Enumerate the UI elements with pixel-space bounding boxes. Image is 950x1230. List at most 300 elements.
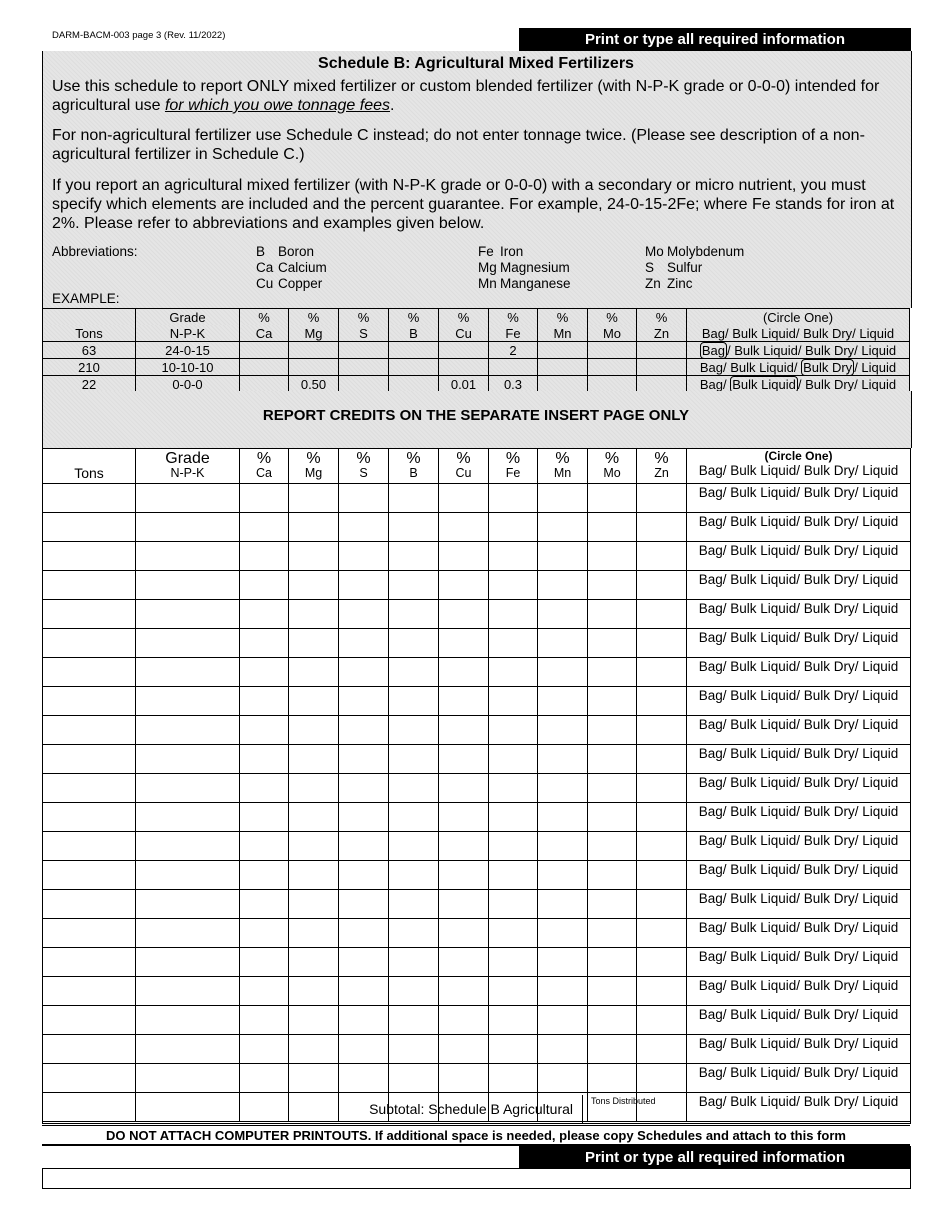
tons-distributed-label: Tons Distributed — [591, 1096, 656, 1106]
tons-input[interactable] — [43, 484, 136, 513]
grade-value: 0-0-0 — [136, 376, 240, 393]
entry-row — [43, 571, 911, 600]
percent-input[interactable] — [240, 658, 289, 687]
percent-input[interactable] — [240, 571, 289, 600]
percent-value — [339, 376, 389, 393]
percent-input[interactable] — [389, 687, 439, 716]
percent-input[interactable] — [240, 890, 289, 919]
grade-input[interactable] — [136, 745, 240, 774]
percent-input[interactable] — [588, 1064, 637, 1093]
element-header: Mg — [289, 325, 339, 342]
percent-input[interactable] — [637, 658, 687, 687]
percent-input[interactable] — [339, 513, 389, 542]
container-type-select[interactable]: Bag/ Bulk Liquid/ Bulk Dry/ Liquid — [687, 687, 911, 716]
percent-input[interactable] — [637, 1064, 687, 1093]
percent-input[interactable] — [389, 629, 439, 658]
container-type-select[interactable]: Bag/ Bulk Liquid/ Bulk Dry/ Liquid — [687, 1093, 911, 1122]
percent-input[interactable] — [637, 919, 687, 948]
percent-input[interactable] — [289, 745, 339, 774]
percent-input[interactable] — [538, 1035, 588, 1064]
percent-input[interactable] — [538, 600, 588, 629]
percent-input[interactable] — [339, 716, 389, 745]
percent-input[interactable] — [637, 484, 687, 513]
percent-input[interactable] — [637, 948, 687, 977]
percent-input[interactable] — [339, 542, 389, 571]
percent-input[interactable] — [588, 832, 637, 861]
percent-input[interactable] — [439, 919, 489, 948]
percent-input[interactable] — [240, 832, 289, 861]
percent-input[interactable] — [289, 1006, 339, 1035]
percent-input[interactable] — [389, 600, 439, 629]
percent-input[interactable] — [389, 716, 439, 745]
percent-input[interactable] — [289, 948, 339, 977]
percent-input[interactable] — [240, 687, 289, 716]
percent-input[interactable] — [439, 571, 489, 600]
percent-input[interactable] — [637, 1006, 687, 1035]
grade-input[interactable] — [136, 861, 240, 890]
percent-input[interactable] — [637, 745, 687, 774]
grade-input[interactable] — [136, 658, 240, 687]
percent-input[interactable] — [538, 484, 588, 513]
percent-value — [588, 376, 637, 393]
percent-input[interactable] — [439, 774, 489, 803]
container-type-select[interactable]: Bag/ Bulk Liquid/ Bulk Dry/ Liquid — [687, 1064, 911, 1093]
percent-input[interactable] — [339, 774, 389, 803]
percent-input[interactable] — [289, 977, 339, 1006]
grade-input[interactable] — [136, 542, 240, 571]
tons-input[interactable] — [43, 600, 136, 629]
tons-input[interactable] — [43, 919, 136, 948]
percent-input[interactable] — [489, 890, 538, 919]
percent-input[interactable] — [439, 513, 489, 542]
percent-input[interactable] — [588, 513, 637, 542]
container-type-select[interactable]: Bag/ Bulk Liquid/ Bulk Dry/ Liquid — [687, 1035, 911, 1064]
percent-input[interactable] — [489, 861, 538, 890]
percent-input[interactable] — [637, 774, 687, 803]
percent-input[interactable] — [339, 861, 389, 890]
grade-input[interactable] — [136, 571, 240, 600]
percent-input[interactable] — [339, 571, 389, 600]
percent-input[interactable] — [389, 832, 439, 861]
container-type-select[interactable]: Bag/ Bulk Liquid/ Bulk Dry/ Liquid — [687, 513, 911, 542]
percent-input[interactable] — [339, 803, 389, 832]
percent-input[interactable] — [489, 1006, 538, 1035]
percent-input[interactable] — [339, 977, 389, 1006]
tons-header: Tons — [43, 325, 136, 342]
percent-input[interactable] — [289, 629, 339, 658]
percent-input[interactable] — [240, 629, 289, 658]
percent-input[interactable] — [637, 832, 687, 861]
percent-input[interactable] — [439, 1064, 489, 1093]
percent-input[interactable] — [538, 890, 588, 919]
entry-row — [43, 513, 911, 542]
grade-input[interactable] — [136, 774, 240, 803]
percent-input[interactable] — [289, 861, 339, 890]
percent-input[interactable] — [339, 658, 389, 687]
percent-input[interactable] — [289, 687, 339, 716]
percent-input[interactable] — [489, 542, 538, 571]
percent-input[interactable] — [289, 1064, 339, 1093]
percent-input[interactable] — [339, 629, 389, 658]
percent-input[interactable] — [439, 542, 489, 571]
percent-input[interactable] — [588, 658, 637, 687]
grade-input[interactable] — [136, 1064, 240, 1093]
percent-input[interactable] — [489, 948, 538, 977]
container-type-select[interactable]: Bag/ Bulk Liquid/ Bulk Dry/ Liquid — [687, 484, 911, 513]
entry-row — [43, 1006, 911, 1035]
percent-input[interactable] — [489, 803, 538, 832]
percent-input[interactable] — [339, 890, 389, 919]
percent-input[interactable] — [289, 542, 339, 571]
percent-input[interactable] — [289, 890, 339, 919]
grade-input[interactable] — [136, 948, 240, 977]
percent-input[interactable] — [489, 629, 538, 658]
percent-input[interactable] — [389, 774, 439, 803]
element-header: Zn — [637, 325, 687, 342]
npk-header: N-P-K — [136, 325, 240, 342]
container-type-select[interactable]: Bag/ Bulk Liquid/ Bulk Dry/ Liquid — [687, 1006, 911, 1035]
percent-input[interactable] — [588, 600, 637, 629]
tons-input[interactable] — [43, 629, 136, 658]
percent-value — [588, 342, 637, 359]
container-type-select[interactable]: Bag/ Bulk Liquid/ Bulk Dry/ Liquid — [687, 629, 911, 658]
tons-input[interactable] — [43, 571, 136, 600]
container-type-select[interactable]: Bag/ Bulk Liquid/ Bulk Dry/ Liquid — [687, 658, 911, 687]
container-type-select[interactable]: Bag/ Bulk Liquid/ Bulk Dry/ Liquid — [687, 977, 911, 1006]
container-type-select[interactable]: Bag/ Bulk Liquid/ Bulk Dry/ Liquid — [687, 600, 911, 629]
percent-input[interactable] — [289, 716, 339, 745]
no-attach-notice: DO NOT ATTACH COMPUTER PRINTOUTS. If additional space is needed, please copy Schedules and attach to this form — [106, 1128, 846, 1143]
percent-input[interactable] — [389, 803, 439, 832]
tons-input[interactable] — [43, 948, 136, 977]
percent-input[interactable] — [289, 600, 339, 629]
abbreviation-name: Iron — [500, 244, 524, 259]
grade-input[interactable] — [136, 977, 240, 1006]
percent-value — [588, 359, 637, 376]
percent-input[interactable] — [538, 948, 588, 977]
container-type-select[interactable]: Bag/ Bulk Liquid/ Bulk Dry/ Liquid — [687, 919, 911, 948]
tons-input[interactable] — [43, 542, 136, 571]
grade-input[interactable] — [136, 832, 240, 861]
grade-value: 24-0-15 — [136, 342, 240, 359]
subtotal-row — [42, 1095, 911, 1124]
percent-input[interactable] — [240, 861, 289, 890]
grade-input[interactable] — [136, 803, 240, 832]
percent-input[interactable] — [489, 716, 538, 745]
percent-input[interactable] — [637, 1035, 687, 1064]
percent-input[interactable] — [489, 513, 538, 542]
percent-input[interactable] — [389, 861, 439, 890]
tons-value: 22 — [43, 376, 136, 393]
percent-input[interactable] — [240, 977, 289, 1006]
tons-input[interactable] — [43, 716, 136, 745]
percent-input[interactable] — [439, 600, 489, 629]
container-type-select[interactable]: Bag/ Bulk Liquid/ Bulk Dry/ Liquid — [687, 542, 911, 571]
percent-input[interactable] — [538, 571, 588, 600]
percent-input[interactable] — [339, 1035, 389, 1064]
grade-input[interactable] — [136, 716, 240, 745]
element-header: % Fe — [489, 449, 538, 484]
container-type-select[interactable]: Bag/ Bulk Liquid/ Bulk Dry/ Liquid — [687, 861, 911, 890]
percent-input[interactable] — [588, 716, 637, 745]
percent-input[interactable] — [538, 1064, 588, 1093]
percent-input[interactable] — [339, 687, 389, 716]
percent-header: % — [637, 309, 687, 326]
percent-input[interactable] — [637, 687, 687, 716]
percent-input[interactable] — [389, 484, 439, 513]
percent-input[interactable] — [289, 484, 339, 513]
percent-input[interactable] — [339, 832, 389, 861]
grade-input[interactable] — [136, 600, 240, 629]
percent-input[interactable] — [339, 1064, 389, 1093]
percent-input[interactable] — [439, 1035, 489, 1064]
percent-input[interactable] — [489, 658, 538, 687]
percent-input[interactable] — [538, 803, 588, 832]
percent-input[interactable] — [489, 687, 538, 716]
percent-input[interactable] — [439, 861, 489, 890]
percent-input[interactable] — [489, 745, 538, 774]
entry-row — [43, 1035, 911, 1064]
percent-input[interactable] — [588, 977, 637, 1006]
abbreviation-symbol: Cu — [256, 276, 274, 291]
abbreviation-symbol: Mo — [645, 244, 664, 259]
percent-input[interactable] — [289, 832, 339, 861]
percent-input[interactable] — [240, 513, 289, 542]
bottom-entry-box[interactable] — [42, 1168, 911, 1189]
percent-input[interactable] — [439, 890, 489, 919]
percent-input[interactable] — [389, 1064, 439, 1093]
percent-input[interactable] — [240, 542, 289, 571]
percent-input[interactable] — [240, 745, 289, 774]
abbreviation-name: Sulfur — [667, 260, 703, 275]
tons-input[interactable] — [43, 890, 136, 919]
percent-input[interactable] — [439, 716, 489, 745]
percent-input[interactable] — [538, 542, 588, 571]
percent-input[interactable] — [389, 658, 439, 687]
percent-input[interactable] — [637, 977, 687, 1006]
tons-input[interactable] — [43, 1006, 136, 1035]
tons-input[interactable] — [43, 977, 136, 1006]
percent-input[interactable] — [538, 513, 588, 542]
percent-input[interactable] — [588, 571, 637, 600]
percent-header: % — [289, 309, 339, 326]
percent-input[interactable] — [637, 513, 687, 542]
tons-input[interactable] — [43, 1035, 136, 1064]
percent-value — [389, 359, 439, 376]
percent-input[interactable] — [289, 1035, 339, 1064]
percent-input[interactable] — [489, 484, 538, 513]
percent-input[interactable] — [389, 948, 439, 977]
percent-input[interactable] — [588, 687, 637, 716]
schedule-title: Schedule B: Agricultural Mixed Fertilizers — [318, 55, 634, 72]
percent-input[interactable] — [637, 571, 687, 600]
tons-input[interactable] — [43, 658, 136, 687]
grade-input[interactable] — [136, 687, 240, 716]
tons-input[interactable] — [43, 861, 136, 890]
percent-input[interactable] — [538, 629, 588, 658]
percent-input[interactable] — [489, 977, 538, 1006]
abbreviation-name: Manganese — [500, 276, 571, 291]
percent-input[interactable] — [538, 716, 588, 745]
percent-input[interactable] — [240, 948, 289, 977]
percent-input[interactable] — [637, 890, 687, 919]
percent-input[interactable] — [637, 542, 687, 571]
grade-input[interactable] — [136, 1006, 240, 1035]
percent-input[interactable] — [240, 484, 289, 513]
percent-input[interactable] — [489, 774, 538, 803]
percent-input[interactable] — [588, 861, 637, 890]
percent-input[interactable] — [389, 919, 439, 948]
percent-value — [538, 342, 588, 359]
percent-input[interactable] — [389, 890, 439, 919]
percent-input[interactable] — [339, 600, 389, 629]
container-type-select[interactable]: Bag/ Bulk Liquid/ Bulk Dry/ Liquid — [687, 890, 911, 919]
container-type-select[interactable]: Bag/ Bulk Liquid/ Bulk Dry/ Liquid — [687, 803, 911, 832]
percent-input[interactable] — [339, 745, 389, 774]
tons-distributed-field[interactable] — [582, 1095, 911, 1123]
percent-input[interactable] — [538, 861, 588, 890]
percent-input[interactable] — [240, 803, 289, 832]
abbreviation-item — [478, 244, 571, 260]
percent-input[interactable] — [389, 1006, 439, 1035]
percent-input[interactable] — [538, 745, 588, 774]
percent-input[interactable] — [588, 1006, 637, 1035]
percent-input[interactable] — [588, 629, 637, 658]
percent-input[interactable] — [489, 1064, 538, 1093]
circled-option: Bulk Liquid — [732, 376, 796, 392]
percent-input[interactable] — [538, 687, 588, 716]
percent-input[interactable] — [240, 1006, 289, 1035]
percent-input[interactable] — [289, 803, 339, 832]
element-header: B — [389, 325, 439, 342]
percent-header: % — [240, 309, 289, 326]
percent-input[interactable] — [439, 484, 489, 513]
container-type-select[interactable]: Bag/ Bulk Liquid/ Bulk Dry/ Liquid — [687, 832, 911, 861]
grade-input[interactable] — [136, 1035, 240, 1064]
percent-input[interactable] — [439, 832, 489, 861]
percent-input[interactable] — [240, 774, 289, 803]
percent-input[interactable] — [439, 1006, 489, 1035]
container-type-select[interactable]: Bag/ Bulk Liquid/ Bulk Dry/ Liquid — [687, 774, 911, 803]
percent-input[interactable] — [637, 861, 687, 890]
container-type-select[interactable]: Bag/ Bulk Liquid/ Bulk Dry/ Liquid — [687, 948, 911, 977]
percent-input[interactable] — [240, 919, 289, 948]
percent-input[interactable] — [240, 1035, 289, 1064]
percent-input[interactable] — [339, 1006, 389, 1035]
percent-input[interactable] — [339, 948, 389, 977]
percent-input[interactable] — [240, 600, 289, 629]
tons-input[interactable] — [43, 1064, 136, 1093]
instruction-paragraph-3: If you report an agricultural mixed fertilizer (with N-P-K grade or 0-0-0) with a secondary or micro nutrient, you must specify which elements are included and the percent guarantee. For example, 24-0-15-2Fe; where Fe stands for iron at 2%. Please refer to abbreviations and examples given below. — [52, 177, 895, 232]
percent-input[interactable] — [588, 803, 637, 832]
percent-input[interactable] — [439, 629, 489, 658]
tons-value: 63 — [43, 342, 136, 359]
percent-input[interactable] — [389, 1035, 439, 1064]
element-header: % Ca — [240, 449, 289, 484]
percent-input[interactable] — [289, 571, 339, 600]
percent-input[interactable] — [588, 745, 637, 774]
percent-input[interactable] — [489, 1035, 538, 1064]
grade-input[interactable] — [136, 890, 240, 919]
percent-input[interactable] — [489, 832, 538, 861]
percent-input[interactable] — [588, 542, 637, 571]
abbreviation-item — [256, 276, 327, 292]
percent-input[interactable] — [538, 1006, 588, 1035]
percent-input[interactable] — [339, 484, 389, 513]
percent-input[interactable] — [389, 977, 439, 1006]
percent-value — [439, 359, 489, 376]
percent-input[interactable] — [240, 716, 289, 745]
percent-input[interactable] — [588, 1035, 637, 1064]
percent-input[interactable] — [538, 658, 588, 687]
percent-input[interactable] — [489, 571, 538, 600]
element-header: Cu — [439, 325, 489, 342]
percent-input[interactable] — [588, 890, 637, 919]
tons-input[interactable] — [43, 687, 136, 716]
percent-input[interactable] — [339, 919, 389, 948]
percent-value — [289, 342, 339, 359]
grade-input[interactable] — [136, 629, 240, 658]
tons-input[interactable] — [43, 513, 136, 542]
container-type-select[interactable]: Bag/ Bulk Liquid/ Bulk Dry/ Liquid — [687, 745, 911, 774]
percent-input[interactable] — [588, 774, 637, 803]
grade-input[interactable] — [136, 484, 240, 513]
grade-input[interactable] — [136, 513, 240, 542]
grade-input[interactable] — [136, 919, 240, 948]
percent-input[interactable] — [389, 571, 439, 600]
example-row — [43, 342, 910, 359]
tons-input[interactable] — [43, 832, 136, 861]
percent-input[interactable] — [637, 600, 687, 629]
percent-input[interactable] — [637, 716, 687, 745]
tons-input[interactable] — [43, 774, 136, 803]
percent-input[interactable] — [439, 687, 489, 716]
entry-row — [43, 919, 911, 948]
percent-input[interactable] — [489, 919, 538, 948]
percent-input[interactable] — [588, 484, 637, 513]
percent-input[interactable] — [538, 977, 588, 1006]
percent-input[interactable] — [538, 774, 588, 803]
percent-input[interactable] — [588, 919, 637, 948]
percent-input[interactable] — [289, 919, 339, 948]
percent-input[interactable] — [439, 948, 489, 977]
percent-input[interactable] — [538, 919, 588, 948]
percent-input[interactable] — [289, 774, 339, 803]
percent-input[interactable] — [240, 1064, 289, 1093]
abbreviations-column-1 — [256, 244, 327, 292]
percent-input[interactable] — [439, 977, 489, 1006]
percent-input[interactable] — [289, 658, 339, 687]
percent-input[interactable] — [439, 658, 489, 687]
percent-input[interactable] — [389, 513, 439, 542]
percent-input[interactable] — [389, 745, 439, 774]
container-type-select[interactable]: Bag/ Bulk Liquid/ Bulk Dry/ Liquid — [687, 571, 911, 600]
percent-input[interactable] — [637, 803, 687, 832]
tons-input[interactable] — [43, 745, 136, 774]
percent-input[interactable] — [439, 803, 489, 832]
form-id: DARM-BACM-003 page 3 (Rev. 11/2022) — [52, 30, 226, 41]
percent-input[interactable] — [588, 948, 637, 977]
abbreviation-symbol: Mg — [478, 260, 497, 275]
percent-input[interactable] — [289, 513, 339, 542]
container-type-select[interactable]: Bag/ Bulk Liquid/ Bulk Dry/ Liquid — [687, 716, 911, 745]
percent-input[interactable] — [439, 745, 489, 774]
percent-input[interactable] — [637, 629, 687, 658]
tons-input[interactable] — [43, 803, 136, 832]
percent-input[interactable] — [389, 542, 439, 571]
percent-input[interactable] — [489, 600, 538, 629]
percent-input[interactable] — [538, 832, 588, 861]
